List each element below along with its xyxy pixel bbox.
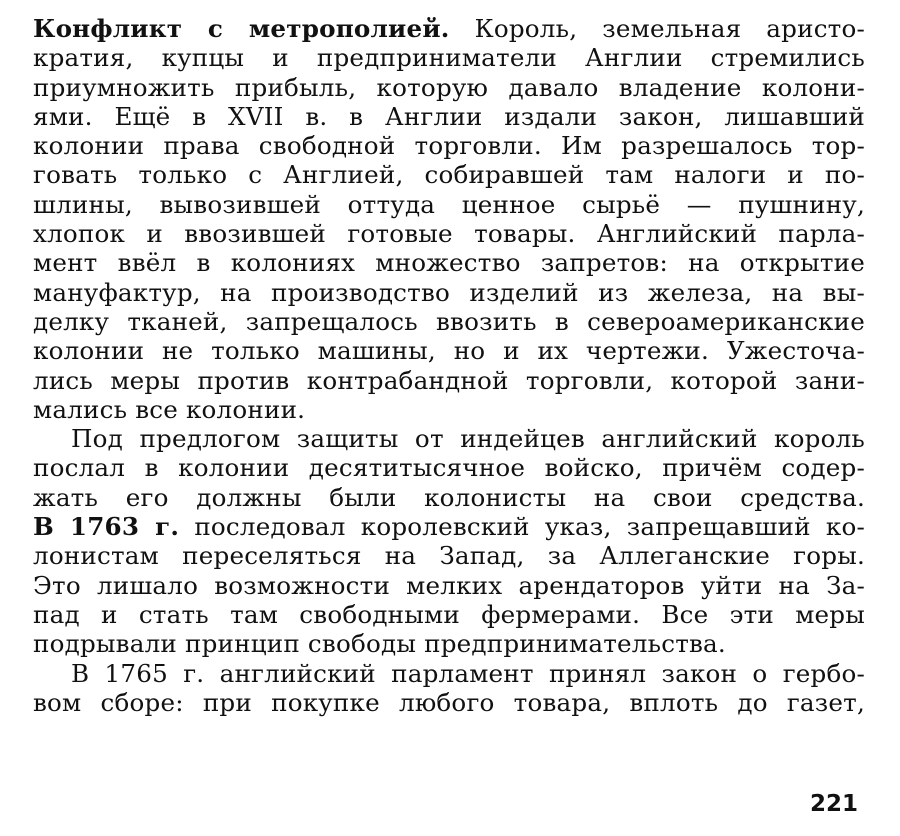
text-line [33, 131, 865, 160]
text-segment: приумножить прибыль, которую давало владение колони- [33, 72, 865, 102]
text-line [33, 424, 865, 453]
text-segment: подрывали принцип свободы предпринимательства. [33, 629, 726, 659]
text-line [33, 43, 865, 72]
text-line [33, 483, 865, 512]
text-line [33, 395, 865, 424]
text-segment: говать только с Англией, собиравшей там налоги и по- [33, 160, 865, 190]
text-segment: Под предлогом защиты от индейцев английский король [71, 424, 865, 454]
text-line [33, 512, 865, 541]
text-line [33, 190, 865, 219]
text-line [33, 571, 865, 600]
page-number: 221 [809, 791, 858, 817]
text-segment: мались все колонии. [33, 394, 306, 424]
text-segment: делку тканей, запрещалось ввозить в североамериканские [33, 306, 865, 336]
text-line [33, 541, 865, 570]
text-segment: вом сборе: при покупке любого товара, вплоть до газет, [33, 687, 865, 717]
text-segment: лись меры против контрабандной торговли, которой зани- [33, 365, 865, 395]
body-text [33, 14, 865, 717]
text-line [33, 278, 865, 307]
text-segment: пад и стать там свободными фермерами. Все эти меры [33, 599, 865, 629]
text-segment: Это лишало возможности мелких арендаторов уйти на За- [33, 570, 865, 600]
text-segment: послал в колонии десятитысячное войско, причём содер- [33, 453, 865, 483]
text-line [33, 219, 865, 248]
text-line [33, 160, 865, 189]
text-segment: хлопок и ввозившей готовые товары. Английский парла- [33, 219, 865, 249]
text-segment: кратия, купцы и предприниматели Англии стремились [33, 43, 865, 73]
paragraph [33, 14, 865, 424]
bold-text: Конфликт с метрополией. [33, 14, 450, 43]
text-line [33, 688, 865, 717]
text-line [33, 14, 865, 43]
text-line [33, 248, 865, 277]
text-line [33, 307, 865, 336]
text-segment: мент ввёл в колониях множество запретов: на открытие [33, 248, 865, 278]
text-segment: колонии права свободной торговли. Им разрешалось тор- [33, 131, 865, 161]
text-segment: шлины, вывозившей оттуда ценное сырьё — пушнину, [33, 189, 865, 219]
text-segment: ями. Ещё в XVII в. в Англии издали закон, лишавший [33, 101, 865, 131]
text-segment: мануфактур, на производство изделий из железа, на вы- [33, 277, 865, 307]
text-segment: Король, земельная аристо- [449, 14, 866, 43]
text-line [33, 453, 865, 482]
text-segment: последовал королевский указ, запрещавший ко- [179, 512, 865, 542]
text-line [33, 366, 865, 395]
text-line [33, 600, 865, 629]
text-segment: жать его должны были колонисты на свои средства. [33, 482, 865, 512]
text-line [33, 659, 865, 688]
text-line [33, 629, 865, 658]
text-segment: лонистам переселяться на Запад, за Аллеганские горы. [33, 541, 865, 571]
text-segment: В 1765 г. английский парламент принял закон о гербо- [71, 658, 865, 688]
paragraph [33, 659, 865, 718]
text-line [33, 73, 865, 102]
text-segment: колонии не только машины, но и их чертежи. Ужесточа- [33, 336, 865, 366]
bold-text: В 1763 г. [33, 512, 180, 542]
text-line [33, 336, 865, 365]
paragraph [33, 424, 865, 658]
text-line [33, 102, 865, 131]
